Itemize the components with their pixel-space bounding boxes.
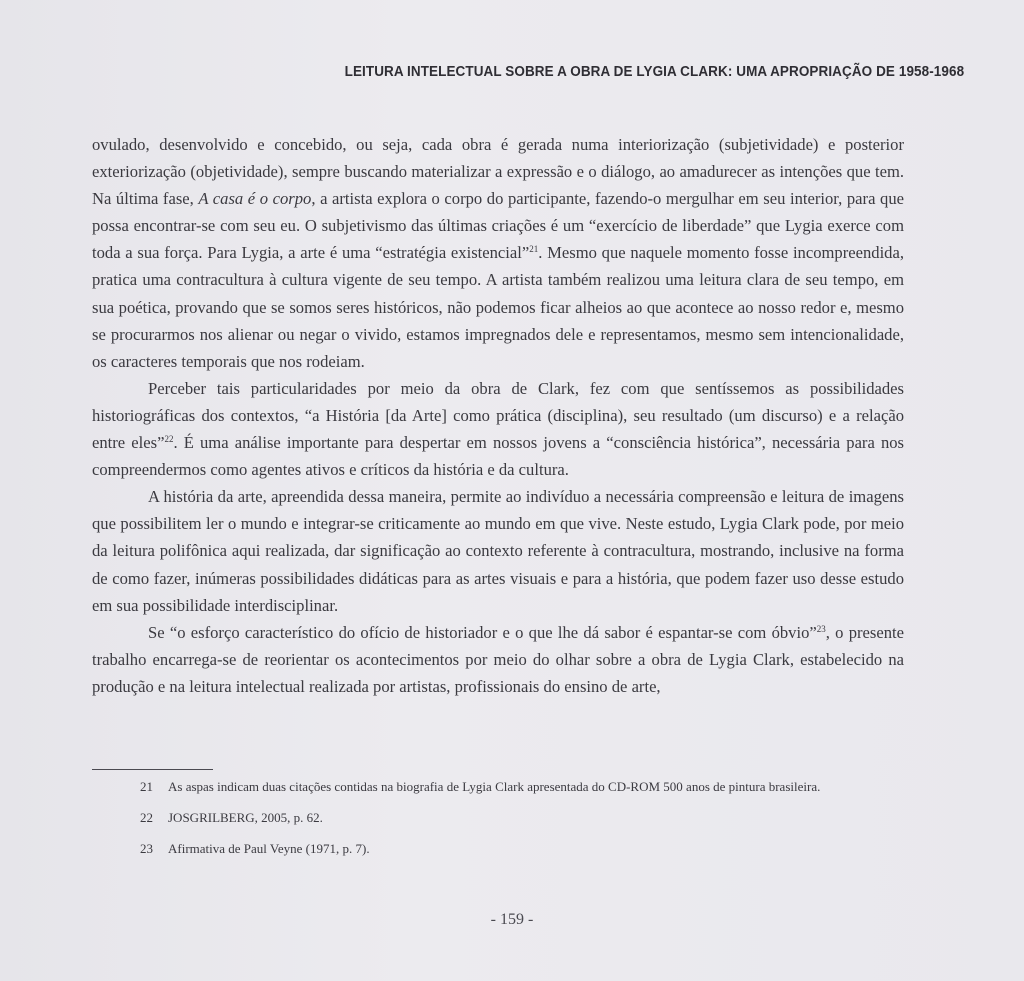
paragraph-3: A história da arte, apreendida dessa maneira, permite ao indivíduo a necessária compreensão e leitura de imagens que possibilitem ler o mundo e integrar-se criticamente ao mundo em que vive. Neste estudo, Lygia Clark pode, por meio da leitura polifônica aqui realizada, dar significação ao contexto referente à contracultura, mostrando, inclusive na forma de como fazer, inúmeras possibilidades didáticas para as artes visuais e para a história, que podem fazer uso desse estudo em sua possibilidade interdisciplinar.	[92, 487, 904, 615]
footnote-text: JOSGRILBERG, 2005, p. 62.	[168, 809, 323, 825]
paragraph-2: Perceber tais particularidades por meio da obra de Clark, fez com que sentíssemos as possibilidades historiográficas dos contextos, “a História [da Arte] como prática (disciplina), seu resultado (um discurso) e a relação entre eles”$^{22}$. É uma análise importante para despertar em nossos jovens a “consciência histórica”, necessária para nos compreendermos como agentes ativos e críticos da história e da cultura.	[92, 378, 905, 480]
artwork-title: A casa é o corpo	[198, 189, 312, 209]
footnote-21	[140, 771, 920, 802]
footnote-number: 22	[140, 809, 153, 825]
running-header: LEITURA INTELECTUAL SOBRE A OBRA DE LYGIA CLARK: UMA APROPRIAÇÃO DE 1958-1968	[344, 64, 964, 80]
page-number: - 159 -	[490, 911, 534, 928]
footnotes	[140, 771, 920, 864]
paragraph-1: ovulado, desenvolvido e concebido, ou seja, cada obra é gerada numa interiorização (subjetividade) e posterior exteriorização (objetividade), sempre buscando materializar a expressão e o diálogo, ao amadurecer as intenções que tem. Na última fase, A casa é o corpo, a artista explora o corpo do participante, fazendo-o mergulhar em seu interior, para que possa encontrar-se com seu eu. O subjetivismo das últimas criações é um “exercício de liberdade” que Lygia exerce com toda a sua força. Para Lygia, a arte é uma “estratégia existencial”$^{21}$. Mesmo que naquele momento fosse incompreendida, pratica uma contracultura à cultura vigente de seu tempo. A artista também realizou uma leitura clara de seu tempo, em sua poética, provando que se somos seres históricos, não podemos ficar alheios ao que acontece ao nosso redor e, mesmo se procurarmos nos alienar ou negar o vivido, estamos impregnados dele e representamos, mesmo sem intencionalidade, os caracteres temporais que nos rodeiam.	[92, 135, 904, 371]
footnote-22	[140, 802, 920, 833]
footnote-ref-22: 22	[164, 434, 174, 445]
body-text	[92, 131, 904, 700]
footnote-ref-23: 23	[816, 623, 826, 634]
paragraph-4: Se “o esforço característico do ofício de historiador e o que lhe dá sabor é espantar-se com óbvio”$^{23}$, o presente trabalho encarrega-se de reorientar os acontecimentos por meio do olhar sobre a obra de Lygia Clark, estabelecido na produção e na leitura intelectual realizada por artistas, profissionais do ensino de arte,	[92, 622, 904, 696]
footnote-23	[140, 833, 920, 864]
footnote-ref-21: 21	[529, 244, 539, 255]
footnote-number: 23	[140, 840, 153, 856]
footnote-divider	[92, 769, 213, 770]
footnote-text: As aspas indicam duas citações contidas na biografia de Lygia Clark apresentada do CD-ROM 500 anos de pintura brasileira.	[168, 778, 821, 794]
footnote-text: Afirmativa de Paul Veyne (1971, p. 7).	[168, 840, 370, 856]
footnote-number: 21	[140, 778, 153, 794]
